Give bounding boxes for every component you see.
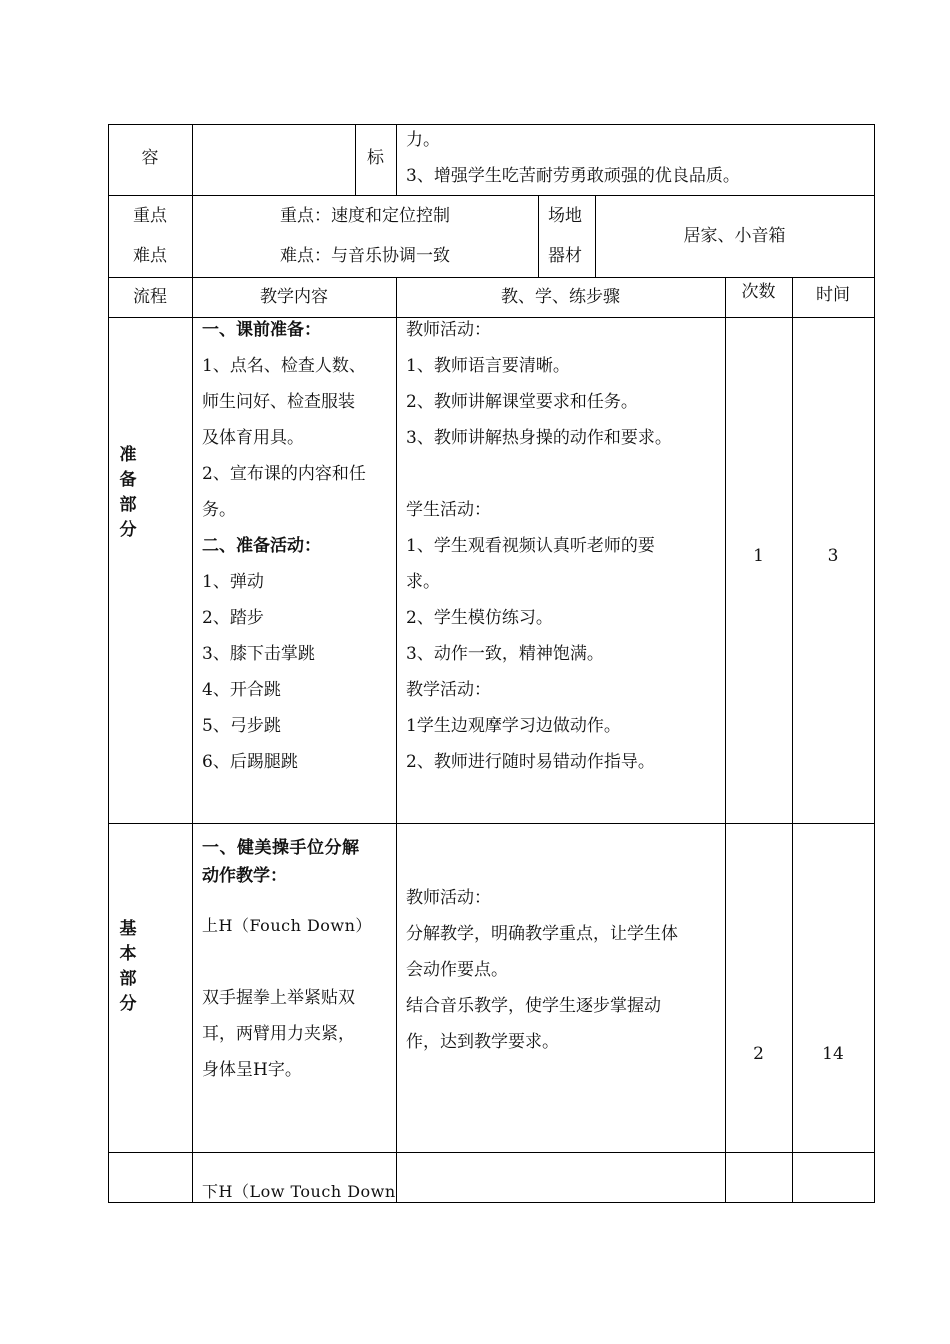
text-line: 2、踏步: [202, 608, 264, 628]
prep-times: 1: [753, 546, 764, 566]
goal-line-2: 3、增强学生吃苦耐劳勇敢顽强的优良品质。: [406, 166, 740, 186]
text-line: 教师活动：: [406, 888, 491, 908]
header-times: 次数: [741, 282, 776, 302]
text-line: 结合音乐教学，使学生逐步掌握动: [406, 996, 661, 1016]
section-prep-label: [110, 443, 146, 543]
prep-duration: 3: [827, 546, 839, 566]
section-char: 部: [119, 969, 137, 989]
text-line: 求。: [406, 572, 440, 592]
section-char: 部: [119, 495, 137, 515]
text-line: 师生问好、检查服装: [202, 392, 355, 412]
basic-duration: 14: [822, 1044, 844, 1064]
text-line: 2、学生模仿练习。: [406, 608, 553, 628]
label-content: 容: [141, 148, 159, 168]
text-line: 1学生边观摩学习边做动作。: [406, 716, 621, 736]
text-line: [406, 459, 722, 495]
label-key: 重点: [133, 206, 167, 226]
section-char: 准: [119, 445, 137, 465]
label-difficulty: 难点: [133, 246, 167, 266]
table-line: [108, 823, 875, 824]
label-equipment: 器材: [548, 246, 582, 266]
section-char: 本: [119, 944, 137, 964]
text-line: 5、弓步跳: [202, 716, 281, 736]
section-char: 分: [119, 520, 137, 540]
text-line: 及体育用具。: [202, 428, 304, 448]
text-line: 2、宣布课的内容和任: [202, 464, 366, 484]
text-line: 身体呈H字。: [202, 1060, 302, 1080]
table-line: [108, 195, 875, 196]
header-duration: 时间: [816, 285, 850, 305]
text-line: 1、学生观看视频认真听老师的要: [406, 536, 655, 556]
table-line: [874, 124, 875, 1203]
text-line: 6、后踢腿跳: [202, 752, 298, 772]
text-line: 3、教师讲解热身操的动作和要求。: [406, 428, 672, 448]
last-move-name: 下H（Low Touch Down: [202, 1182, 396, 1201]
text-line: 务。: [202, 500, 236, 520]
goal-line-1: 力。: [406, 130, 440, 150]
text-line: 一、课前准备：: [202, 320, 321, 340]
text-line: 耳，两臂用力夹紧，: [202, 1024, 355, 1044]
text-line: 教学活动：: [406, 680, 491, 700]
text-line: 2、教师进行随时易错动作指导。: [406, 752, 655, 772]
section-char: 分: [119, 994, 137, 1014]
section-char: 基: [119, 919, 137, 939]
section-basic-label: [110, 917, 146, 1017]
table-line: [108, 124, 875, 125]
label-venue: 场地: [548, 206, 582, 226]
text-line: 3、动作一致，精神饱满。: [406, 644, 604, 664]
text-line: 二、准备活动：: [202, 536, 321, 556]
header-process: 流程: [133, 287, 167, 307]
text-line: 分解教学，明确教学重点，让学生体: [406, 924, 678, 944]
table-line: [396, 124, 397, 195]
key-text: 重点：速度和定位控制: [280, 206, 450, 226]
prep-steps: [406, 315, 722, 783]
text-line: 3、膝下击掌跳: [202, 644, 315, 664]
basic-move-name: 上H（Fouch Down）: [202, 916, 372, 935]
difficulty-text: 难点：与音乐协调一致: [280, 246, 450, 266]
text-line: 作，达到教学要求。: [406, 1032, 559, 1052]
venue-value: 居家、小音箱: [683, 226, 786, 246]
section-char: 备: [119, 470, 137, 490]
text-line: 4、开合跳: [202, 680, 281, 700]
table-line: [538, 195, 539, 277]
basic-steps: [406, 880, 722, 1060]
label-goal: 标: [367, 148, 384, 168]
text-line: 会动作要点。: [406, 960, 508, 980]
prep-content: [202, 315, 392, 783]
basic-title-line-1: 一、健美操手位分解: [202, 838, 360, 858]
text-line: 1、弹动: [202, 572, 264, 592]
text-line: 双手握拳上举紧贴双: [202, 988, 355, 1008]
basic-times: 2: [753, 1044, 764, 1064]
table-line: [396, 277, 397, 1203]
header-steps: 教、学、练步骤: [501, 287, 620, 307]
text-line: 1、教师语言要清晰。: [406, 356, 570, 376]
text-line: 2、教师讲解课堂要求和任务。: [406, 392, 638, 412]
header-content: 教学内容: [260, 287, 328, 307]
text-line: 学生活动：: [406, 500, 491, 520]
table-line: [108, 1152, 875, 1153]
text-line: 1、点名、检查人数、: [202, 356, 366, 376]
text-line: 教师活动：: [406, 320, 491, 340]
basic-title-line-2: 动作教学：: [202, 866, 287, 886]
basic-move-desc: [202, 980, 392, 1088]
